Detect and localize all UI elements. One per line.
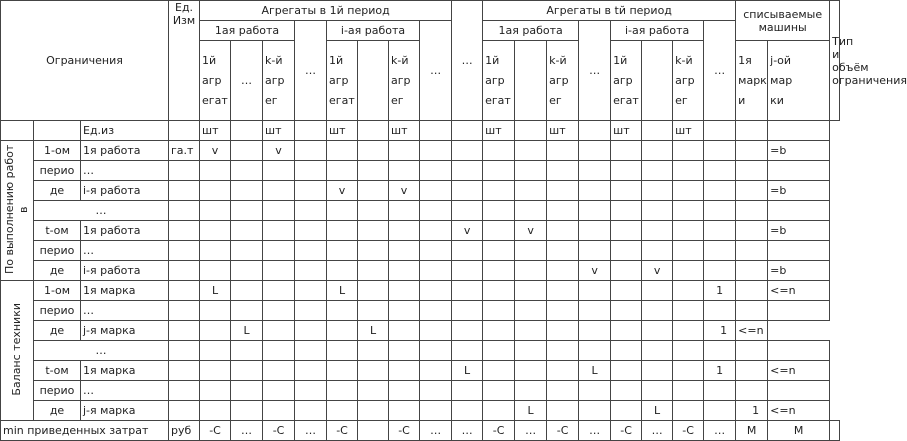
empty-cell	[452, 121, 483, 141]
aggk-header: k-й агр ег	[263, 41, 295, 121]
type-cell: <=n	[768, 281, 830, 301]
coef-cell: v	[579, 261, 611, 281]
cost-cell: -C	[483, 421, 515, 441]
type-cell: <=n	[768, 361, 830, 381]
aggk-header: k-й агр ег	[547, 41, 579, 121]
unit-value: шт	[200, 121, 231, 141]
agg1-header: 1й агр егат	[200, 41, 231, 121]
empty-cell	[736, 121, 768, 141]
coef-cell: L	[515, 401, 547, 421]
pt-tail-ellipsis: …	[704, 21, 736, 121]
section-works-label: По выполнению работ в	[1, 141, 34, 281]
unit-value: шт	[483, 121, 515, 141]
coef-cell: v	[515, 221, 547, 241]
job-label: i-я работа	[81, 261, 169, 281]
cost-cell: -C	[547, 421, 579, 441]
units-label: Ед.из	[81, 121, 169, 141]
unit-value: шт	[611, 121, 642, 141]
ellipsis-cell: …	[452, 421, 483, 441]
coef-cell: 1	[704, 281, 736, 301]
unit-value: шт	[389, 121, 420, 141]
ellipsis-cell: …	[515, 421, 547, 441]
brand-ellipsis: …	[81, 301, 169, 321]
period-label: 1-ом	[34, 281, 81, 301]
type-cell: <=n	[768, 401, 830, 421]
empty-cell	[1, 121, 34, 141]
period-label: де	[34, 261, 81, 281]
type-cell: <=n	[736, 321, 768, 341]
pt-job1-header: 1ая работа	[483, 21, 579, 41]
brand-ellipsis: …	[81, 381, 169, 401]
type-cell: =b	[768, 261, 830, 281]
job-ellipsis: …	[81, 241, 169, 261]
agg1-header: 1й агр егат	[611, 41, 642, 121]
p1-job1-header: 1ая работа	[200, 21, 295, 41]
p1-jobi-header: i-ая работа	[327, 21, 420, 41]
m-cell: M	[768, 421, 830, 441]
coef-cell: 1	[736, 401, 768, 421]
type-volume-header: Тип и объём ограничения	[830, 1, 840, 121]
empty-cell	[169, 121, 200, 141]
type-cell: =b	[768, 181, 830, 201]
constraints-header: Ограничения	[1, 1, 169, 121]
period-label: 1-ом	[34, 141, 81, 161]
periodt-group-header: Агрегаты в tй период	[483, 1, 736, 21]
unit-header: Ед. Изм	[169, 1, 200, 121]
aggk-header: k-й агр ег	[673, 41, 704, 121]
period-label: де	[34, 181, 81, 201]
coef-cell: L	[452, 361, 483, 381]
objective-label: min приведенных затрат	[1, 421, 169, 441]
coef-cell: v	[263, 141, 295, 161]
between-ellipsis: …	[452, 1, 483, 121]
unit-value: шт	[327, 121, 358, 141]
coef-cell: v	[642, 261, 673, 281]
unit-value: шт	[547, 121, 579, 141]
ellipsis-cell: …	[642, 421, 673, 441]
empty-cell	[515, 121, 547, 141]
ellipsis-cell: …	[704, 421, 736, 441]
type-cell: =b	[768, 221, 830, 241]
period-label: перио	[34, 381, 81, 401]
coef-cell: L	[327, 281, 358, 301]
cost-cell: -C	[263, 421, 295, 441]
cost-cell: -C	[673, 421, 704, 441]
empty-cell	[768, 121, 830, 141]
brand-label: 1я марка	[81, 281, 169, 301]
m-cell: M	[736, 421, 768, 441]
job-label: 1я работа	[81, 221, 169, 241]
empty-cell	[358, 121, 389, 141]
brand1-header: 1я марк и	[736, 41, 768, 121]
brand-label: j-я марка	[81, 321, 169, 341]
cost-cell: -C	[611, 421, 642, 441]
decommissioned-header: списываемые машины	[736, 1, 830, 41]
coef-cell: v	[452, 221, 483, 241]
pt-jobi-header: i-ая работа	[611, 21, 704, 41]
p1-tail-ellipsis: …	[420, 21, 452, 121]
agg-ellipsis	[358, 41, 389, 121]
coef-cell: L	[358, 321, 389, 341]
empty-cell	[642, 121, 673, 141]
coef-cell: 1	[704, 361, 736, 381]
period-label: де	[34, 401, 81, 421]
empty-cell	[34, 121, 81, 141]
coef-cell: L	[642, 401, 673, 421]
job-label: i-я работа	[81, 181, 169, 201]
job-label: 1я работа	[81, 141, 169, 161]
coef-cell: v	[200, 141, 231, 161]
period-label: перио	[34, 241, 81, 261]
agg-ellipsis	[642, 41, 673, 121]
period-label: t-ом	[34, 221, 81, 241]
period-label: t-ом	[34, 361, 81, 381]
unit-value: шт	[263, 121, 295, 141]
coef-cell: L	[579, 361, 611, 381]
period-label: перио	[34, 161, 81, 181]
period1-group-header: Агрегаты в 1й период	[200, 1, 452, 21]
agg-ellipsis: …	[231, 41, 263, 121]
type-cell: =b	[768, 141, 830, 161]
job-ellipsis: …	[81, 161, 169, 181]
row-ellipsis: …	[34, 201, 169, 221]
pt-jobs-ellipsis: …	[579, 21, 611, 121]
coef-cell: L	[231, 321, 263, 341]
coef-cell: 1	[704, 321, 736, 341]
empty-cell	[231, 121, 263, 141]
empty-cell	[420, 121, 452, 141]
p1-jobs-ellipsis: …	[295, 21, 327, 121]
objective-unit: руб	[169, 421, 200, 441]
cost-cell: -C	[389, 421, 420, 441]
unit-value: шт	[673, 121, 704, 141]
ellipsis-cell: …	[420, 421, 452, 441]
period-label: де	[34, 321, 81, 341]
brandj-header: j-ой мар ки	[768, 41, 830, 121]
coef-cell: v	[389, 181, 420, 201]
empty-cell	[295, 121, 327, 141]
brand-label: 1я марка	[81, 361, 169, 381]
agg-ellipsis	[515, 41, 547, 121]
empty-cell	[830, 421, 840, 441]
ellipsis-cell: …	[231, 421, 263, 441]
agg1-header: 1й агр егат	[483, 41, 515, 121]
ellipsis-cell: …	[295, 421, 327, 441]
ellipsis-cell: …	[579, 421, 611, 441]
coef-cell: L	[200, 281, 231, 301]
period-label: перио	[34, 301, 81, 321]
cost-cell: -C	[200, 421, 231, 441]
ellipsis-cell	[358, 421, 389, 441]
coef-cell: v	[327, 181, 358, 201]
section-tech-label: Баланс техники	[1, 281, 34, 421]
empty-cell	[704, 121, 736, 141]
agg1-header: 1й агр егат	[327, 41, 358, 121]
aggk-header: k-й агр ег	[389, 41, 420, 121]
cost-cell: -C	[327, 421, 358, 441]
row-unit: га.т	[169, 141, 200, 161]
empty-cell	[579, 121, 611, 141]
brand-label: j-я марка	[81, 401, 169, 421]
row-ellipsis: …	[34, 341, 169, 361]
